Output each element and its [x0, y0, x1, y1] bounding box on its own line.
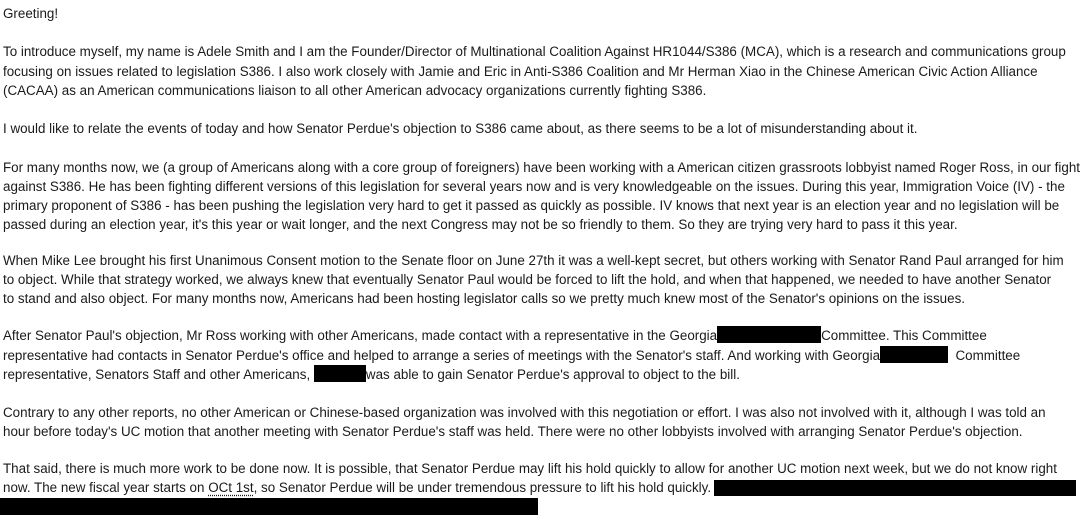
p5-line-1-text-a: After Senator Paul's objection, Mr Ross working with other Americans, made contact with a representative in the Georgia — [3, 328, 718, 343]
p3-line-1: For many months now, we (a group of Americans along with a core group of foreigners) have been working with a American citizen grassroots lobbyist named Roger Ross, in our fight — [3, 160, 1080, 175]
p3-line-4: passed during an election year, it's this year or wait longer, and the next Congress may not be so friendly to them. So they are trying very hard to pass it this year. — [3, 217, 958, 232]
redaction-block — [714, 480, 1076, 496]
redaction-block — [0, 498, 538, 515]
p5-line-2-text-a: representative had contacts in Senator Perdue's office and helped to arrange a series of meetings with the Senator's staff. And working with Georgia — [3, 348, 881, 363]
p6-line-2: hour before today's UC motion that another meeting with Senator Perdue's staff was held. There were no other lobbyists involved with arranging Senator Perdue's objection. — [3, 424, 1023, 439]
p5-line-3-text-a: representative, Senators Staff and other Americans, — [3, 367, 311, 382]
p7-line-2-text-a: now. The new fiscal year starts on — [3, 480, 209, 495]
p5-line-3 — [3, 365, 740, 385]
p5-line-1 — [3, 326, 987, 346]
p4-line-2: to object. While that strategy worked, we always knew that eventually Senator Paul would be forced to lift the hold, and when that happened, we needed to have another Senator — [3, 272, 1052, 287]
p4-line-1: When Mike Lee brought his first Unanimous Consent motion to the Senate floor on June 27th it was a well-kept secret, but others working with Senator Rand Paul arranged for him — [3, 253, 1064, 268]
redaction-block — [880, 346, 948, 363]
greeting: Greeting! — [3, 6, 59, 21]
p1-line-2: focusing on issues related to legislation S386. I also work closely with Jamie and Eric in Anti-S386 Coalition and Mr Herman Xiao in the Chinese American Civic Action Alliance — [3, 64, 1038, 79]
redaction-block — [314, 365, 366, 382]
p3-line-3: primary proponent of S386 - has been pushing the legislation very hard to get it passed as quickly as possible. IV knows that next year is an election year and no legislation will be — [3, 198, 1060, 213]
p6-line-1: Contrary to any other reports, no other American or Chinese-based organization was involved with this negotiation or effort. I was also not involved with it, although I was told an — [3, 405, 1046, 420]
p7-line-2 — [3, 478, 711, 498]
date-underlined: OCt 1st — [208, 480, 254, 495]
p7-line-1: That said, there is much more work to be done now. It is possible, that Senator Perdue may lift his hold quickly to allow for another UC motion next week, but we do not know right — [3, 461, 1057, 476]
p2-line-1: I would like to relate the events of today and how Senator Perdue's objection to S386 came about, as there seems to be a lot of misunderstanding about it. — [3, 121, 918, 136]
p5-line-2-text-b: Committee — [955, 348, 1021, 363]
p1-line-1: To introduce myself, my name is Adele Smith and I am the Founder/Director of Multinational Coalition Against HR1044/S386 (MCA), which is a research and communications group — [3, 44, 1066, 59]
redaction-block — [717, 326, 821, 343]
p4-line-3: to stand and also object. For many months now, Americans had been hosting legislator calls so we pretty much knew most of the Senator's opinions on the issues. — [3, 291, 965, 306]
p5-line-2 — [3, 346, 1020, 366]
p3-line-2: against S386. He has been fighting different versions of this legislation for several years now and is very knowledgeable on the issues. During this year, Immigration Voice (IV) - the — [3, 179, 1065, 194]
p1-line-3: (CACAA) as an American communications liaison to all other American advocacy organizations currently fighting S386. — [3, 83, 707, 98]
p5-line-3-text-b: was able to gain Senator Perdue's approval to object to the bill. — [365, 367, 740, 382]
p5-line-1-text-b: Committee. This Committee — [821, 328, 987, 343]
p7-line-2-text-b: , so Senator Perdue will be under tremendous pressure to lift his hold quickly. — [253, 480, 712, 495]
